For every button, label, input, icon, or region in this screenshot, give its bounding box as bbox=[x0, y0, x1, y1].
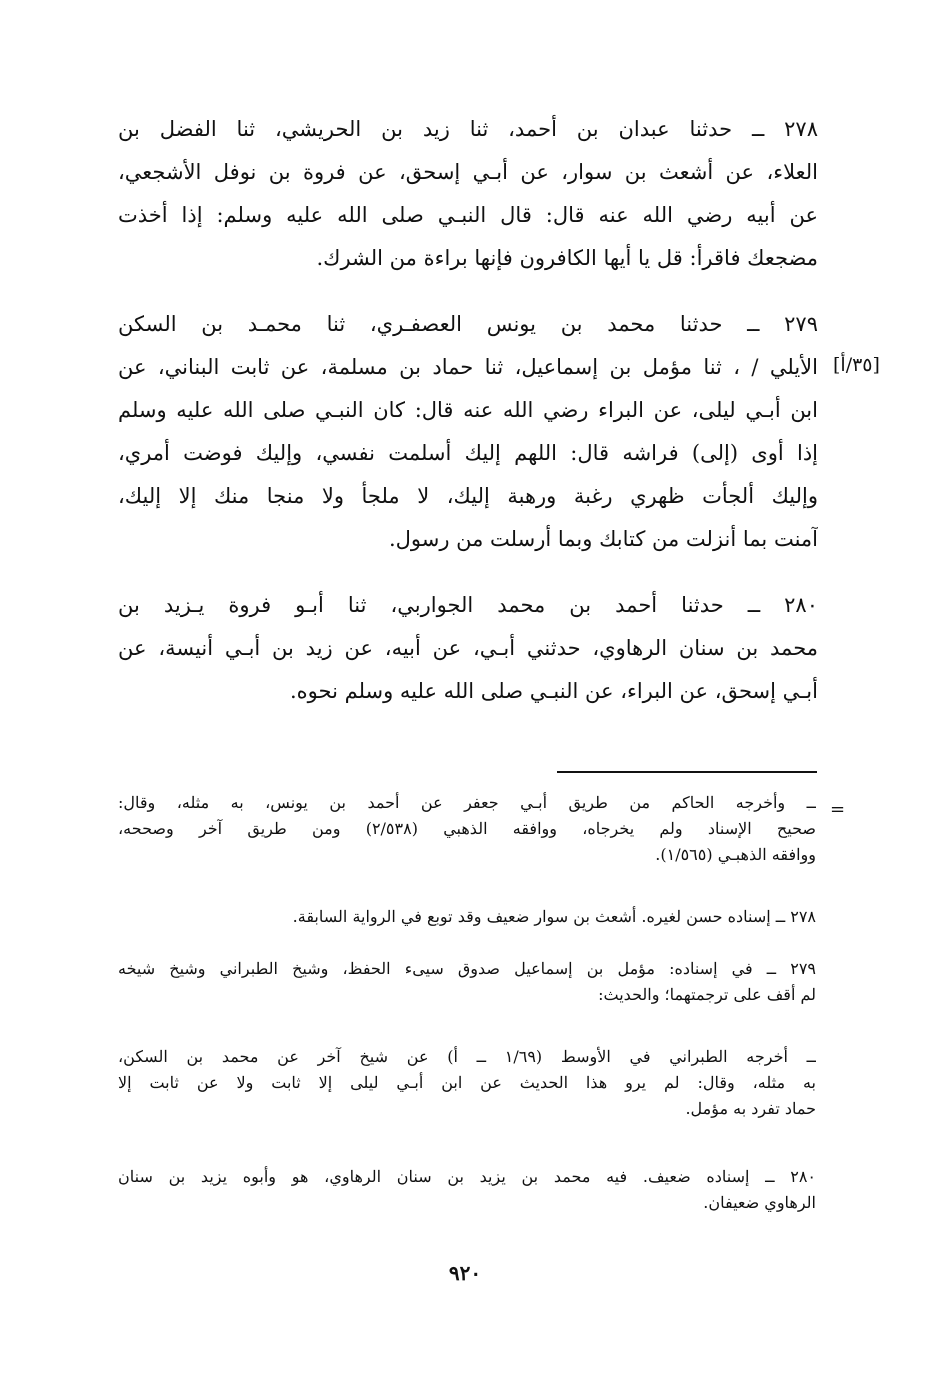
footnote-line: ٢٧٨ ــ إسناده حسن لغيره. أشعث بن سوار ضعيف وقد توبع في الرواية السابقة. bbox=[292, 907, 816, 926]
hadith-line: محمد بن سنان الرهاوي، حدثني أبـي، عن أبيه، عن زيد بن أبـي أنيسة، عن bbox=[118, 636, 818, 660]
hadith-line: وإليك ألجأت ظهري رغبة ورهبة إليك، لا ملجأ ولا منجا منك إلا إليك، bbox=[118, 484, 818, 508]
hadith-line: أبـي إسحق، عن البراء، عن النبـي صلى الله عليه وسلم نحوه. bbox=[289, 679, 818, 703]
hadith-line: إذا أوى (إلى) فراشه قال: اللهم إليك أسلمت نفسي، وإليك فوضت أمري، bbox=[118, 441, 818, 465]
footnote-line: لم أقف على ترجمتهما؛ والحديث: bbox=[598, 985, 816, 1004]
hadith-line: ابن أبـي ليلى، عن البراء رضي الله عنه قال: كان النبـي صلى الله عليه وسلم bbox=[118, 398, 818, 422]
footnote-line: ووافقه الذهبـي (١/٥٦٥). bbox=[655, 845, 816, 864]
footnote-line: ٢٧٩ ــ في إسناده: مؤمل بن إسماعيل صدوق سيىء الحفظ، وشيخ الطبراني وشيخ شيخه bbox=[118, 959, 816, 978]
hadith-line: ٢٧٨ ــ حدثنا عبدان بن أحمد، ثنا زيد بن الحريشي، ثنا الفضل بن bbox=[118, 117, 818, 141]
footnote-279 bbox=[118, 956, 816, 1008]
footnote-line: صحيح الإسناد ولم يخرجاه، ووافقه الذهبي (٢/٥٣٨) ومن طريق آخر وصححه، bbox=[118, 819, 816, 838]
footnote-separator bbox=[557, 771, 817, 773]
hadith-line: آمنت بما أنزلت من كتابك وبما أرسلت من رسول. bbox=[388, 527, 818, 551]
footnote-280 bbox=[118, 1164, 816, 1216]
hadith-line: الأيلي / ، ثنا مؤمل بن إسماعيل، ثنا حماد بن مسلمة، عن ثابت البناني، عن bbox=[118, 355, 818, 379]
footnote-line: ٢٨٠ ــ إسناده ضعيف. فيه محمد بن يزيد بن سنان الرهاوي، هو وأبوه يزيد بن سنان bbox=[118, 1167, 816, 1186]
hadith-280 bbox=[118, 584, 818, 713]
manuscript-folio-note: [٣٥/أ] bbox=[833, 354, 880, 376]
hadith-279 bbox=[118, 303, 818, 561]
footnote-278 bbox=[118, 904, 816, 930]
footnote-line: به مثله، وقال: لم يرو هذا الحديث عن ابن أبـي ليلى إلا ثابت ولا عن ثابت إلا bbox=[118, 1073, 816, 1092]
footnote-line: الرهاوي ضعيفان. bbox=[703, 1193, 816, 1212]
hadith-line: مضجعك فاقرأ: قل يا أيها الكافرون فإنها براءة من الشرك. bbox=[316, 246, 818, 270]
footnote-continuation bbox=[118, 790, 816, 868]
footnote-line: ــ أخرجه الطبراني في الأوسط (١/٦٩ ــ أ) عن شيخ آخر عن محمد بن السكن، bbox=[118, 1047, 816, 1066]
footnote-line: حماد تفرد به مؤمل. bbox=[685, 1099, 816, 1118]
hadith-line: العلاء، عن أشعث بن سوار، عن أبـي إسحق، عن فروة بن نوفل الأشجعي، bbox=[118, 160, 818, 184]
hadith-line: عن أبيه رضي الله عنه قال: قال النبـي صلى الله عليه وسلم: إذا أخذت bbox=[118, 203, 818, 227]
footnote-279-takhrij bbox=[118, 1044, 816, 1122]
hadith-line: ٢٨٠ ــ حدثنا أحمد بن محمد الجواربي، ثنا أبـو فروة يـزيد بن bbox=[118, 593, 818, 617]
hadith-278 bbox=[118, 108, 818, 280]
footnote-line: ــ وأخرجه الحاكم من طريق أبـي جعفر عن أحمد بن يونس، به مثله، وقال: bbox=[118, 793, 816, 812]
hadith-line: ٢٧٩ ــ حدثنا محمد بن يونس العصفـري، ثنا محمـد بن السكن bbox=[118, 312, 818, 336]
page-number: ٩٢٠ bbox=[448, 1261, 482, 1285]
footnote-continuation-mark: = bbox=[830, 799, 846, 820]
